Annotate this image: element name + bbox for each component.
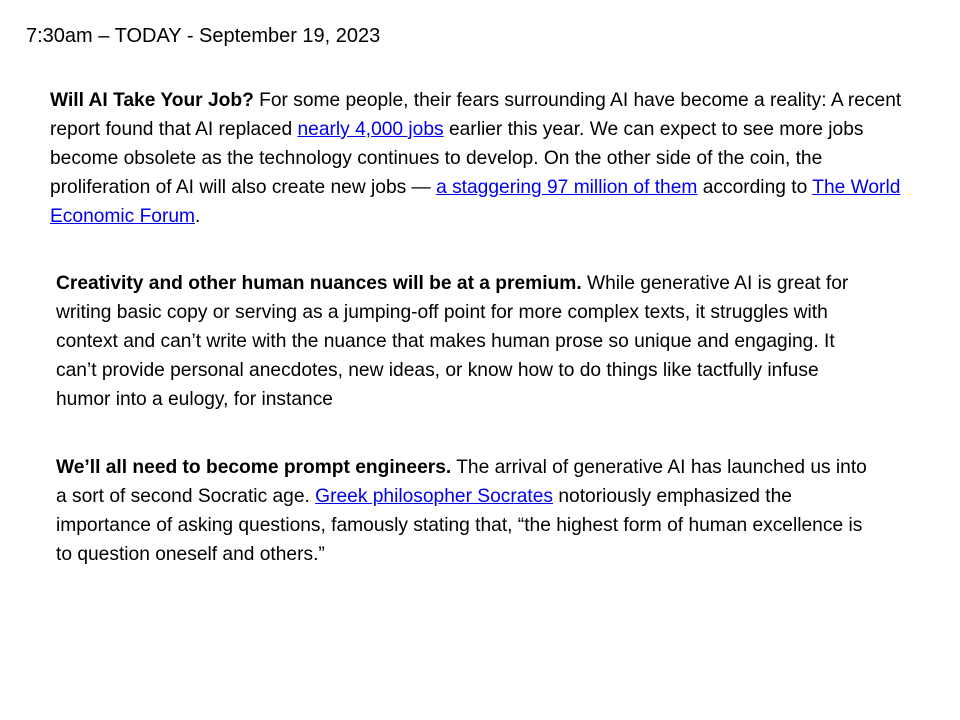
link-greek-philosopher-socrates[interactable]: Greek philosopher Socrates [315, 486, 554, 507]
paragraph-lead: Will AI Take Your Job? [50, 90, 254, 111]
paragraph-ai-jobs [50, 86, 910, 231]
link-nearly-4000-jobs[interactable]: nearly 4,000 jobs [297, 119, 444, 140]
paragraph-text: While generative AI is great for writing basic copy or serving as a jumping-off point for more complex texts, it struggles with context and can’t write with the nuance that makes human prose so unique and engaging. It can’t provide personal anecdotes, new ideas, or know how to do things like tactfully infuse humor into a eulogy, for instance [56, 273, 849, 410]
paragraph-lead: Creativity and other human nuances will be at a premium. [56, 273, 582, 294]
dateline: 7:30am – TODAY - September 19, 2023 [26, 25, 381, 47]
paragraph-text: . [195, 206, 201, 227]
link-world-economic-forum[interactable]: The World Economic Forum [50, 177, 901, 227]
paragraph-text: earlier this year. We can expect to see more jobs become obsolete as the technology continues to develop. On the other side of the coin, the proliferation of AI will also create new jobs — [50, 119, 864, 198]
paragraph-creativity [56, 269, 876, 414]
paragraph-text: The arrival of generative AI has launched us into a sort of second Socratic age. [56, 457, 867, 507]
paragraph-prompt-engineers [56, 453, 876, 569]
paragraph-lead: We’ll all need to become prompt engineers. [56, 457, 452, 478]
link-97-million-jobs[interactable]: a staggering 97 million of them [436, 177, 698, 198]
paragraph-text: For some people, their fears surrounding AI have become a reality: A recent report found that AI replaced [50, 90, 902, 140]
paragraph-text: notoriously emphasized the importance of asking questions, famously stating that, “the highest form of human excellence is to question oneself and others.” [56, 486, 863, 565]
paragraph-text: according to [697, 177, 813, 198]
